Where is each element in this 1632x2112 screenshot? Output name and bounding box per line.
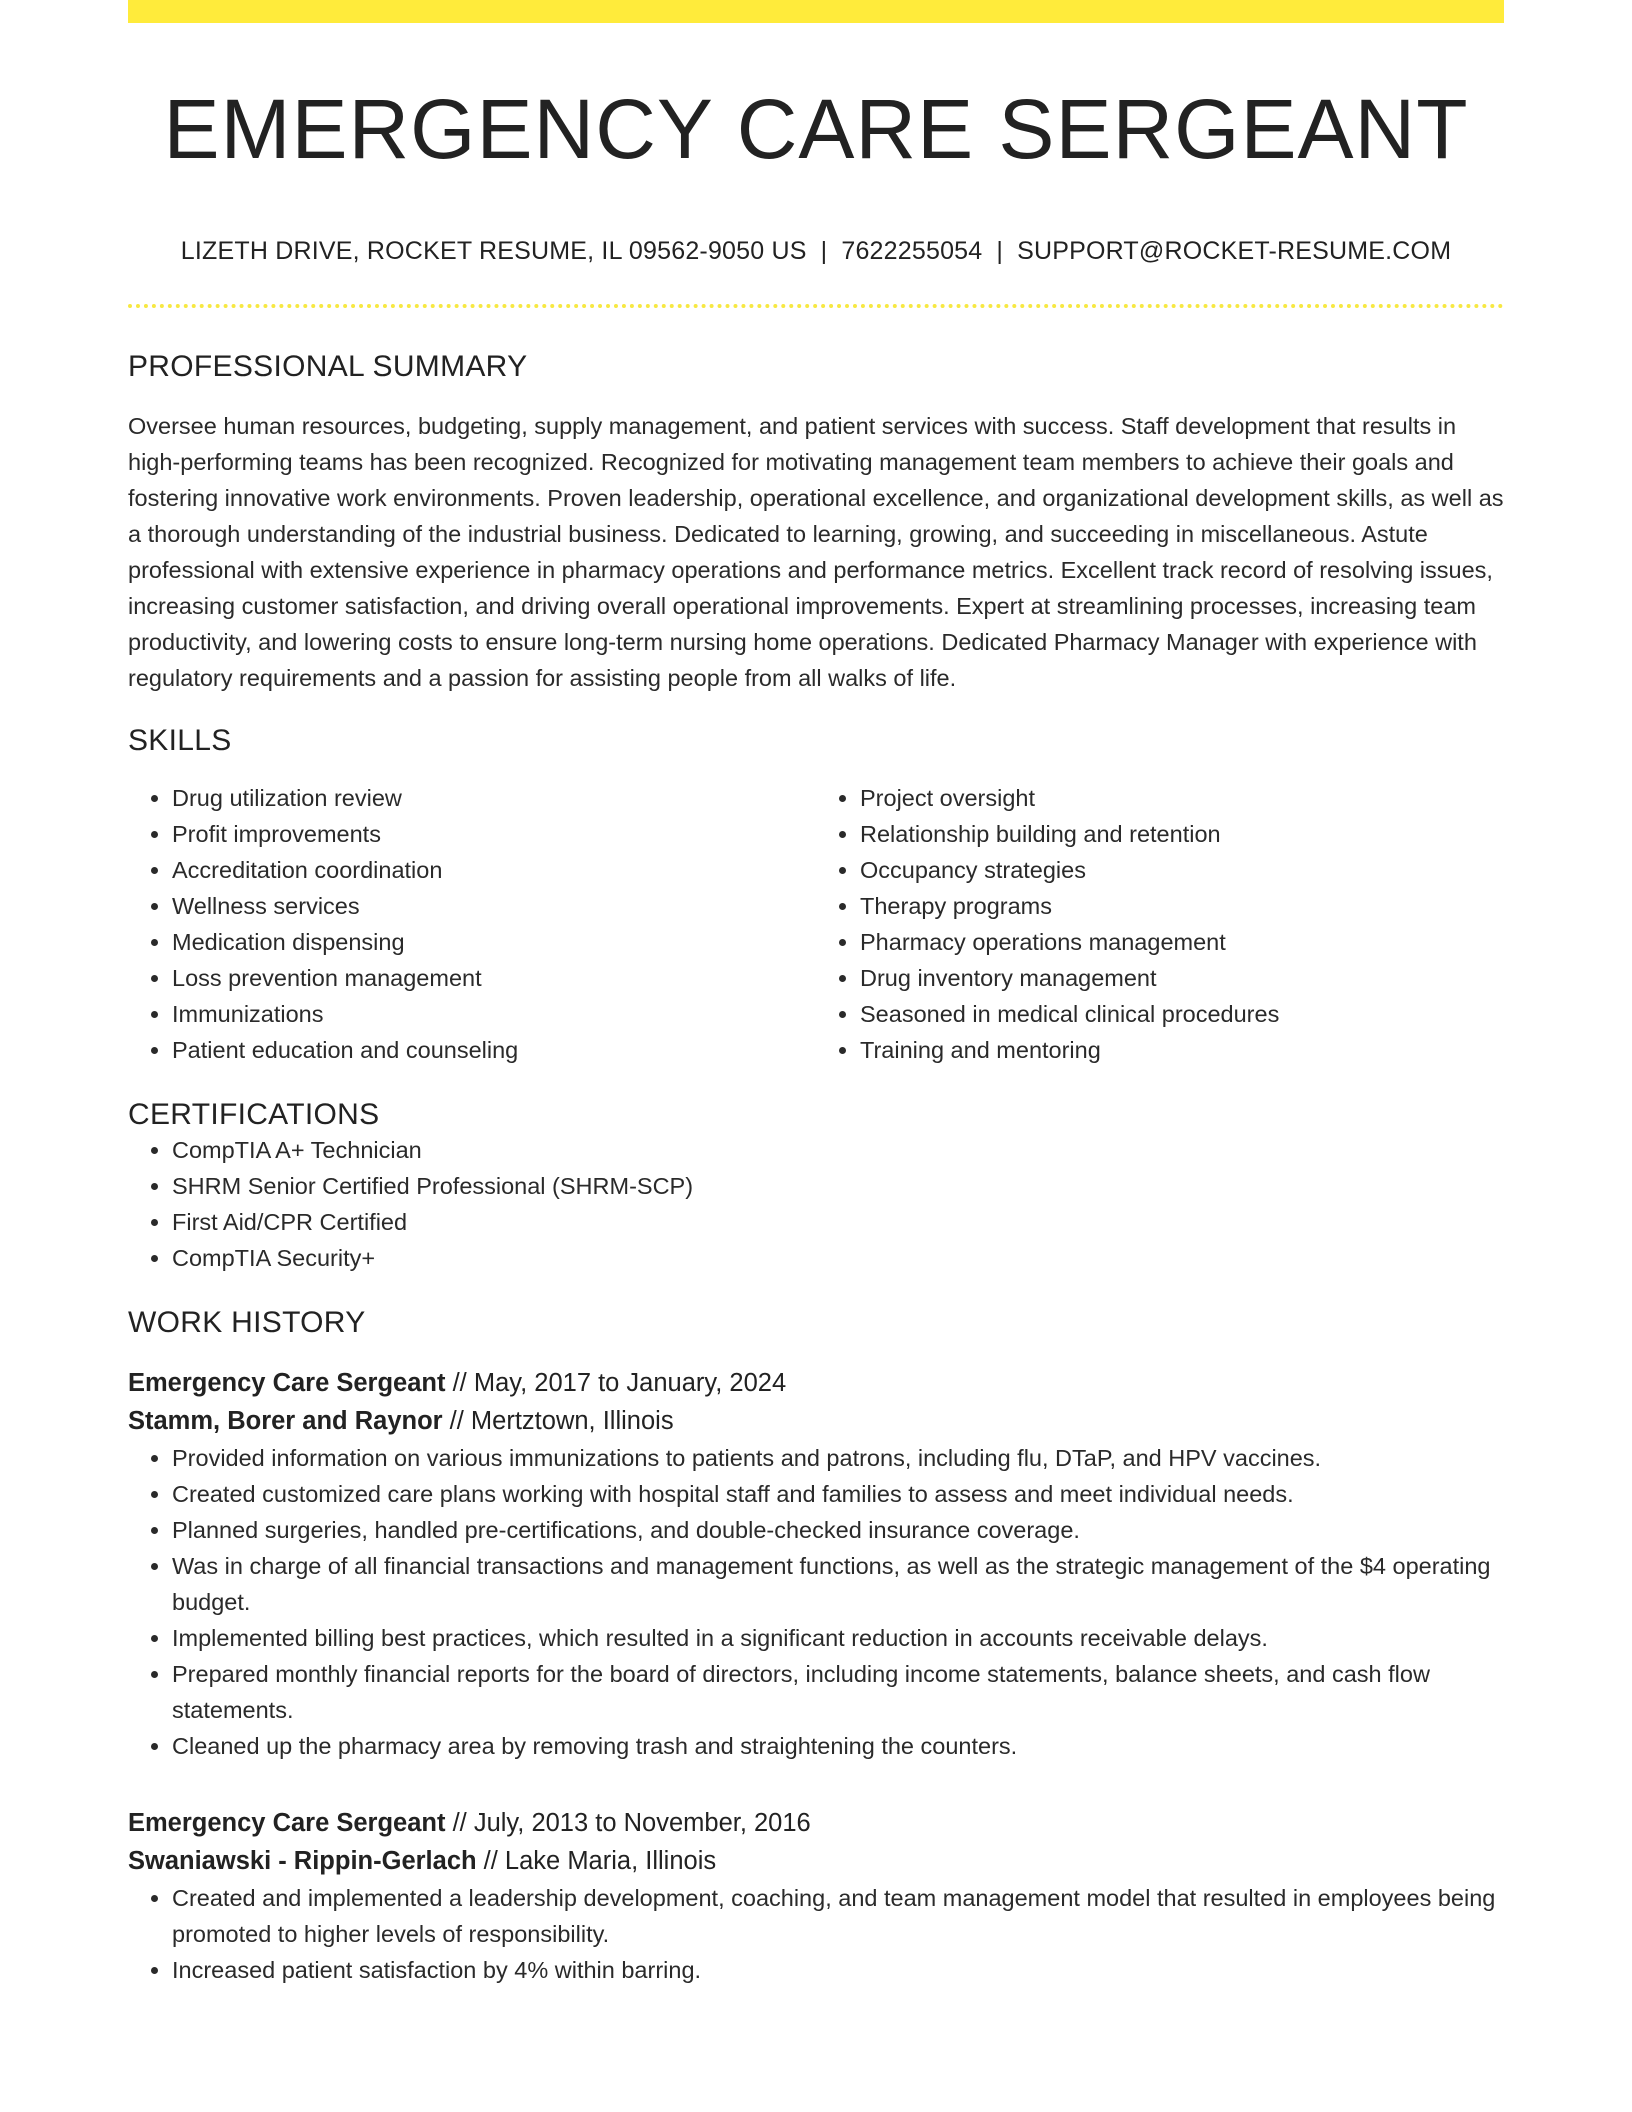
- skill-item: • Drug inventory management: [860, 960, 1504, 996]
- job-duties-list: [128, 1880, 1504, 1988]
- contact-email[interactable]: SUPPORT@ROCKET-RESUME.COM: [1017, 237, 1452, 266]
- job-duties-list: [128, 1440, 1504, 1764]
- skills-heading: SKILLS: [128, 724, 232, 758]
- skills-column-left: [128, 780, 816, 1068]
- work-history-heading: WORK HISTORY: [128, 1306, 366, 1340]
- skill-item: • Patient education and counseling: [172, 1032, 816, 1068]
- job-duty: • Cleaned up the pharmacy area by removing trash and straightening the counters.: [172, 1728, 1504, 1764]
- certifications-list: [128, 1132, 1504, 1276]
- job-entry: [128, 1364, 1504, 1764]
- job-duty: • Implemented billing best practices, which resulted in a significant reduction in accounts receivable delays.: [172, 1620, 1504, 1656]
- skills-grid: [128, 780, 1504, 1068]
- summary-text: Oversee human resources, budgeting, supply management, and patient services with success. Staff development that results in high-performing teams has been recognized. Recognized for motivating management team members to achieve their goals and fostering innovative work environments. Proven leadership, operational excellence, and organizational development skills, as well as a thorough understanding of the industrial business. Dedicated to learning, growing, and succeeding in miscellaneous. Astute professional with extensive experience in pharmacy operations and performance metrics. Excellent track record of resolving issues, increasing customer satisfaction, and driving overall operational improvements. Expert at streamlining processes, increasing team productivity, and lowering costs to ensure long-term nursing home operations. Dedicated Pharmacy Manager with experience with regulatory requirements and a passion for assisting people from all walks of life.: [128, 413, 1504, 692]
- contact-separator: |: [996, 237, 1004, 266]
- skill-item: • Training and mentoring: [860, 1032, 1504, 1068]
- skill-item: • Loss prevention management: [172, 960, 816, 996]
- skills-list-right: [816, 780, 1504, 1068]
- job-duty: • Prepared monthly financial reports for the board of directors, including income statements, balance sheets, and cash flow statements.: [172, 1656, 1504, 1728]
- skill-item: • Project oversight: [860, 780, 1504, 816]
- job-location: // Lake Maria, Illinois: [476, 1847, 717, 1876]
- skill-item: • Relationship building and retention: [860, 816, 1504, 852]
- job-duty: • Planned surgeries, handled pre-certifications, and double-checked insurance coverage.: [172, 1512, 1504, 1548]
- job-dates: // July, 2013 to November, 2016: [445, 1809, 811, 1838]
- skill-item: • Immunizations: [172, 996, 816, 1032]
- job-company: Stamm, Borer and Raynor: [128, 1407, 443, 1436]
- contact-line: [128, 237, 1504, 266]
- skill-item: • Occupancy strategies: [860, 852, 1504, 888]
- job-duty: • Created and implemented a leadership development, coaching, and team management model that resulted in employees being promoted to higher levels of responsibility.: [172, 1880, 1504, 1952]
- job-dates: // May, 2017 to January, 2024: [445, 1369, 787, 1398]
- job-role: Emergency Care Sergeant: [128, 1809, 446, 1838]
- certification-item: • First Aid/CPR Certified: [172, 1204, 1504, 1240]
- accent-bar: [128, 0, 1504, 23]
- certifications-heading: CERTIFICATIONS: [128, 1098, 380, 1132]
- certification-item: • SHRM Senior Certified Professional (SHRM-SCP): [172, 1168, 1504, 1204]
- skill-item: • Drug utilization review: [172, 780, 816, 816]
- certification-item: • CompTIA A+ Technician: [172, 1132, 1504, 1168]
- job-entry: [128, 1804, 1504, 1988]
- job-location: // Mertztown, Illinois: [442, 1407, 674, 1436]
- job-title-line: [128, 1804, 1504, 1842]
- resume-page: [128, 0, 1504, 1988]
- job-company: Swaniawski - Rippin-Gerlach: [128, 1847, 477, 1876]
- job-duty: • Increased patient satisfaction by 4% within barring.: [172, 1952, 1504, 1988]
- dotted-divider: [128, 304, 1504, 308]
- candidate-name: EMERGENCY CARE SERGEANT: [163, 82, 1469, 176]
- job-duty: • Provided information on various immunizations to patients and patrons, including flu, DTaP, and HPV vaccines.: [172, 1440, 1504, 1476]
- skills-list-left: [128, 780, 816, 1068]
- contact-phone[interactable]: 7622255054: [841, 237, 983, 266]
- job-company-line: [128, 1402, 1504, 1440]
- skill-item: • Medication dispensing: [172, 924, 816, 960]
- job-role: Emergency Care Sergeant: [128, 1369, 446, 1398]
- skill-item: • Wellness services: [172, 888, 816, 924]
- job-title-line: [128, 1364, 1504, 1402]
- contact-address: LIZETH DRIVE, ROCKET RESUME, IL 09562-9050 US: [180, 237, 807, 266]
- skill-item: • Profit improvements: [172, 816, 816, 852]
- skill-item: • Pharmacy operations management: [860, 924, 1504, 960]
- summary-heading: PROFESSIONAL SUMMARY: [128, 350, 528, 384]
- skill-item: • Therapy programs: [860, 888, 1504, 924]
- job-duty: • Was in charge of all financial transactions and management functions, as well as the strategic management of the $4 operating budget.: [172, 1548, 1504, 1620]
- certification-item: • CompTIA Security+: [172, 1240, 1504, 1276]
- job-duty: • Created customized care plans working with hospital staff and families to assess and meet individual needs.: [172, 1476, 1504, 1512]
- skills-column-right: [816, 780, 1504, 1068]
- job-company-line: [128, 1842, 1504, 1880]
- contact-separator: |: [820, 237, 828, 266]
- skill-item: • Seasoned in medical clinical procedures: [860, 996, 1504, 1032]
- skill-item: • Accreditation coordination: [172, 852, 816, 888]
